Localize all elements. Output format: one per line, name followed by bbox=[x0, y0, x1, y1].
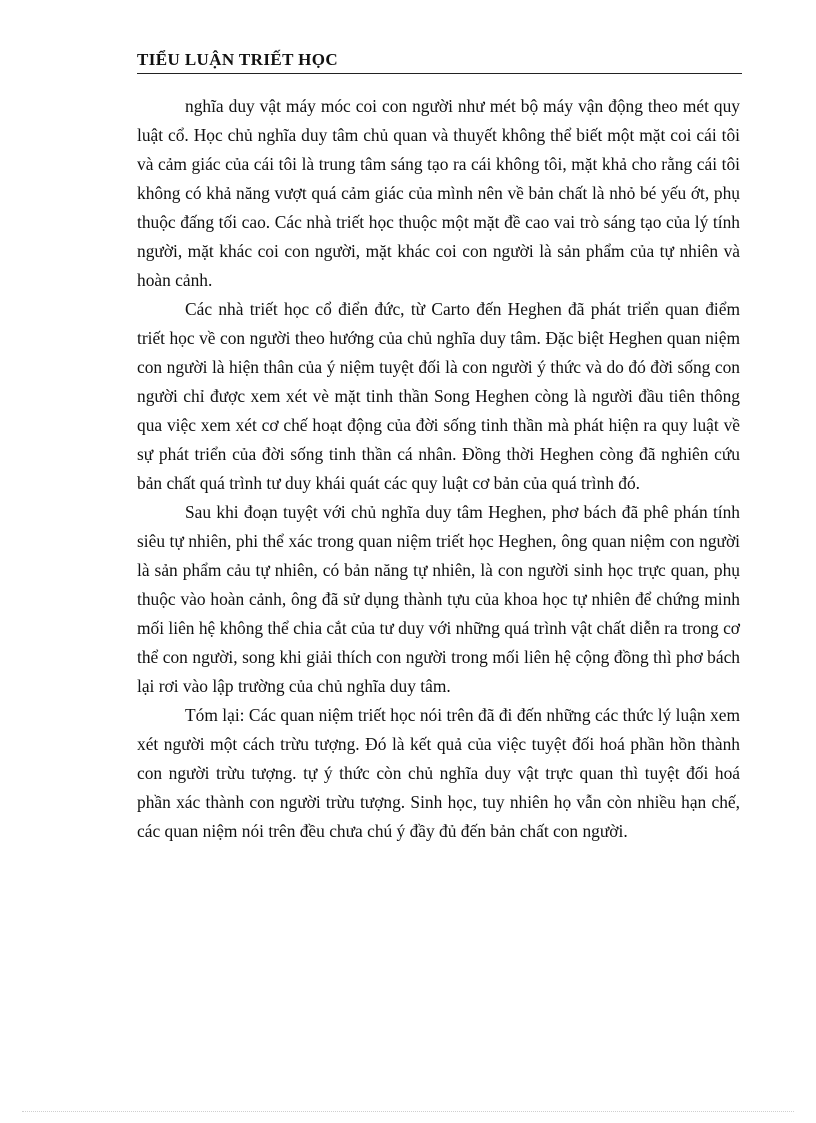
paragraph-3: Sau khi đoạn tuyệt với chủ nghĩa duy tâm Heghen, phơ bách đã phê phán tính siêu tự nhiên, phi thể xác trong quan niệm triết học Heghen, ông quan niệm con người là sản phẩm cảu tự nhiên, có bản năng tự nhiên, là con người sinh học trực quan, phụ thuộc vào hoàn cảnh, ông đã sử dụng thành tựu của khoa học tự nhiên để chứng minh mối liên hệ không thể chia cắt của tư duy với những quá trình vật chất diễn ra trong cơ thể con người, song khi giải thích con người trong mối liên hệ cộng đồng thì phơ bách lại rơi vào lập trường của chủ nghĩa duy tâm. bbox=[137, 502, 740, 696]
page-header bbox=[137, 49, 742, 74]
footer-divider bbox=[22, 1111, 794, 1112]
paragraph-2: Các nhà triết học cổ điển đức, từ Carto đến Heghen đã phát triển quan điểm triết học về con người theo hướng của chủ nghĩa duy tâm. Đặc biệt Heghen quan niệm con người là hiện thân của ý niệm tuyệt đối là con người ý thức và do đó đời sống con người chỉ được xem xét vè mặt tinh thần Song Heghen còng là người đầu tiên thông qua việc xem xét cơ chế hoạt động của đời sống tinh thần mà phát hiện ra quy luật về sự phát triển của đời sống tinh thần cá nhân. Đồng thời Heghen còng đã nghiên cứu bản chất quá trình tư duy khái quát các quy luật cơ bản của quá trình đó. bbox=[137, 299, 740, 493]
header-title: TIỂU LUẬN TRIẾT HỌC bbox=[137, 50, 339, 69]
body-text bbox=[137, 92, 740, 846]
paragraph-1: nghĩa duy vật máy móc coi con người như mét bộ máy vận động theo mét quy luật cổ. Học chủ nghĩa duy tâm chủ quan và thuyết không thể biết một mặt coi cái tôi và cảm giác của cái tôi là trung tâm sáng tạo ra cái không tôi, mặt khả cho rằng cái tôi không có khả năng vượt quá cảm giác của mình nên về bản chất là nhỏ bé yếu ớt, phụ thuộc đấng tối cao. Các nhà triết học thuộc một mặt đề cao vai trò sáng tạo của lý tính người, mặt khác coi con người, mặt khác coi con người là sản phẩm của tự nhiên và hoàn cảnh. bbox=[137, 96, 740, 290]
paragraph-4: Tóm lại: Các quan niệm triết học nói trên đã đi đến những các thức lý luận xem xét người một cách trừu tượng. Đó là kết quả của việc tuyệt đối hoá phần hồn thành con người trừu tượng. tự ý thức còn chủ nghĩa duy vật trực quan thì tuyệt đối hoá phần xác thành con người trừu tượng. Sinh học, tuy nhiên họ vẫn còn nhiều hạn chế, các quan niệm nói trên đều chưa chú ý đầy đủ đến bản chất con người. bbox=[137, 705, 740, 841]
